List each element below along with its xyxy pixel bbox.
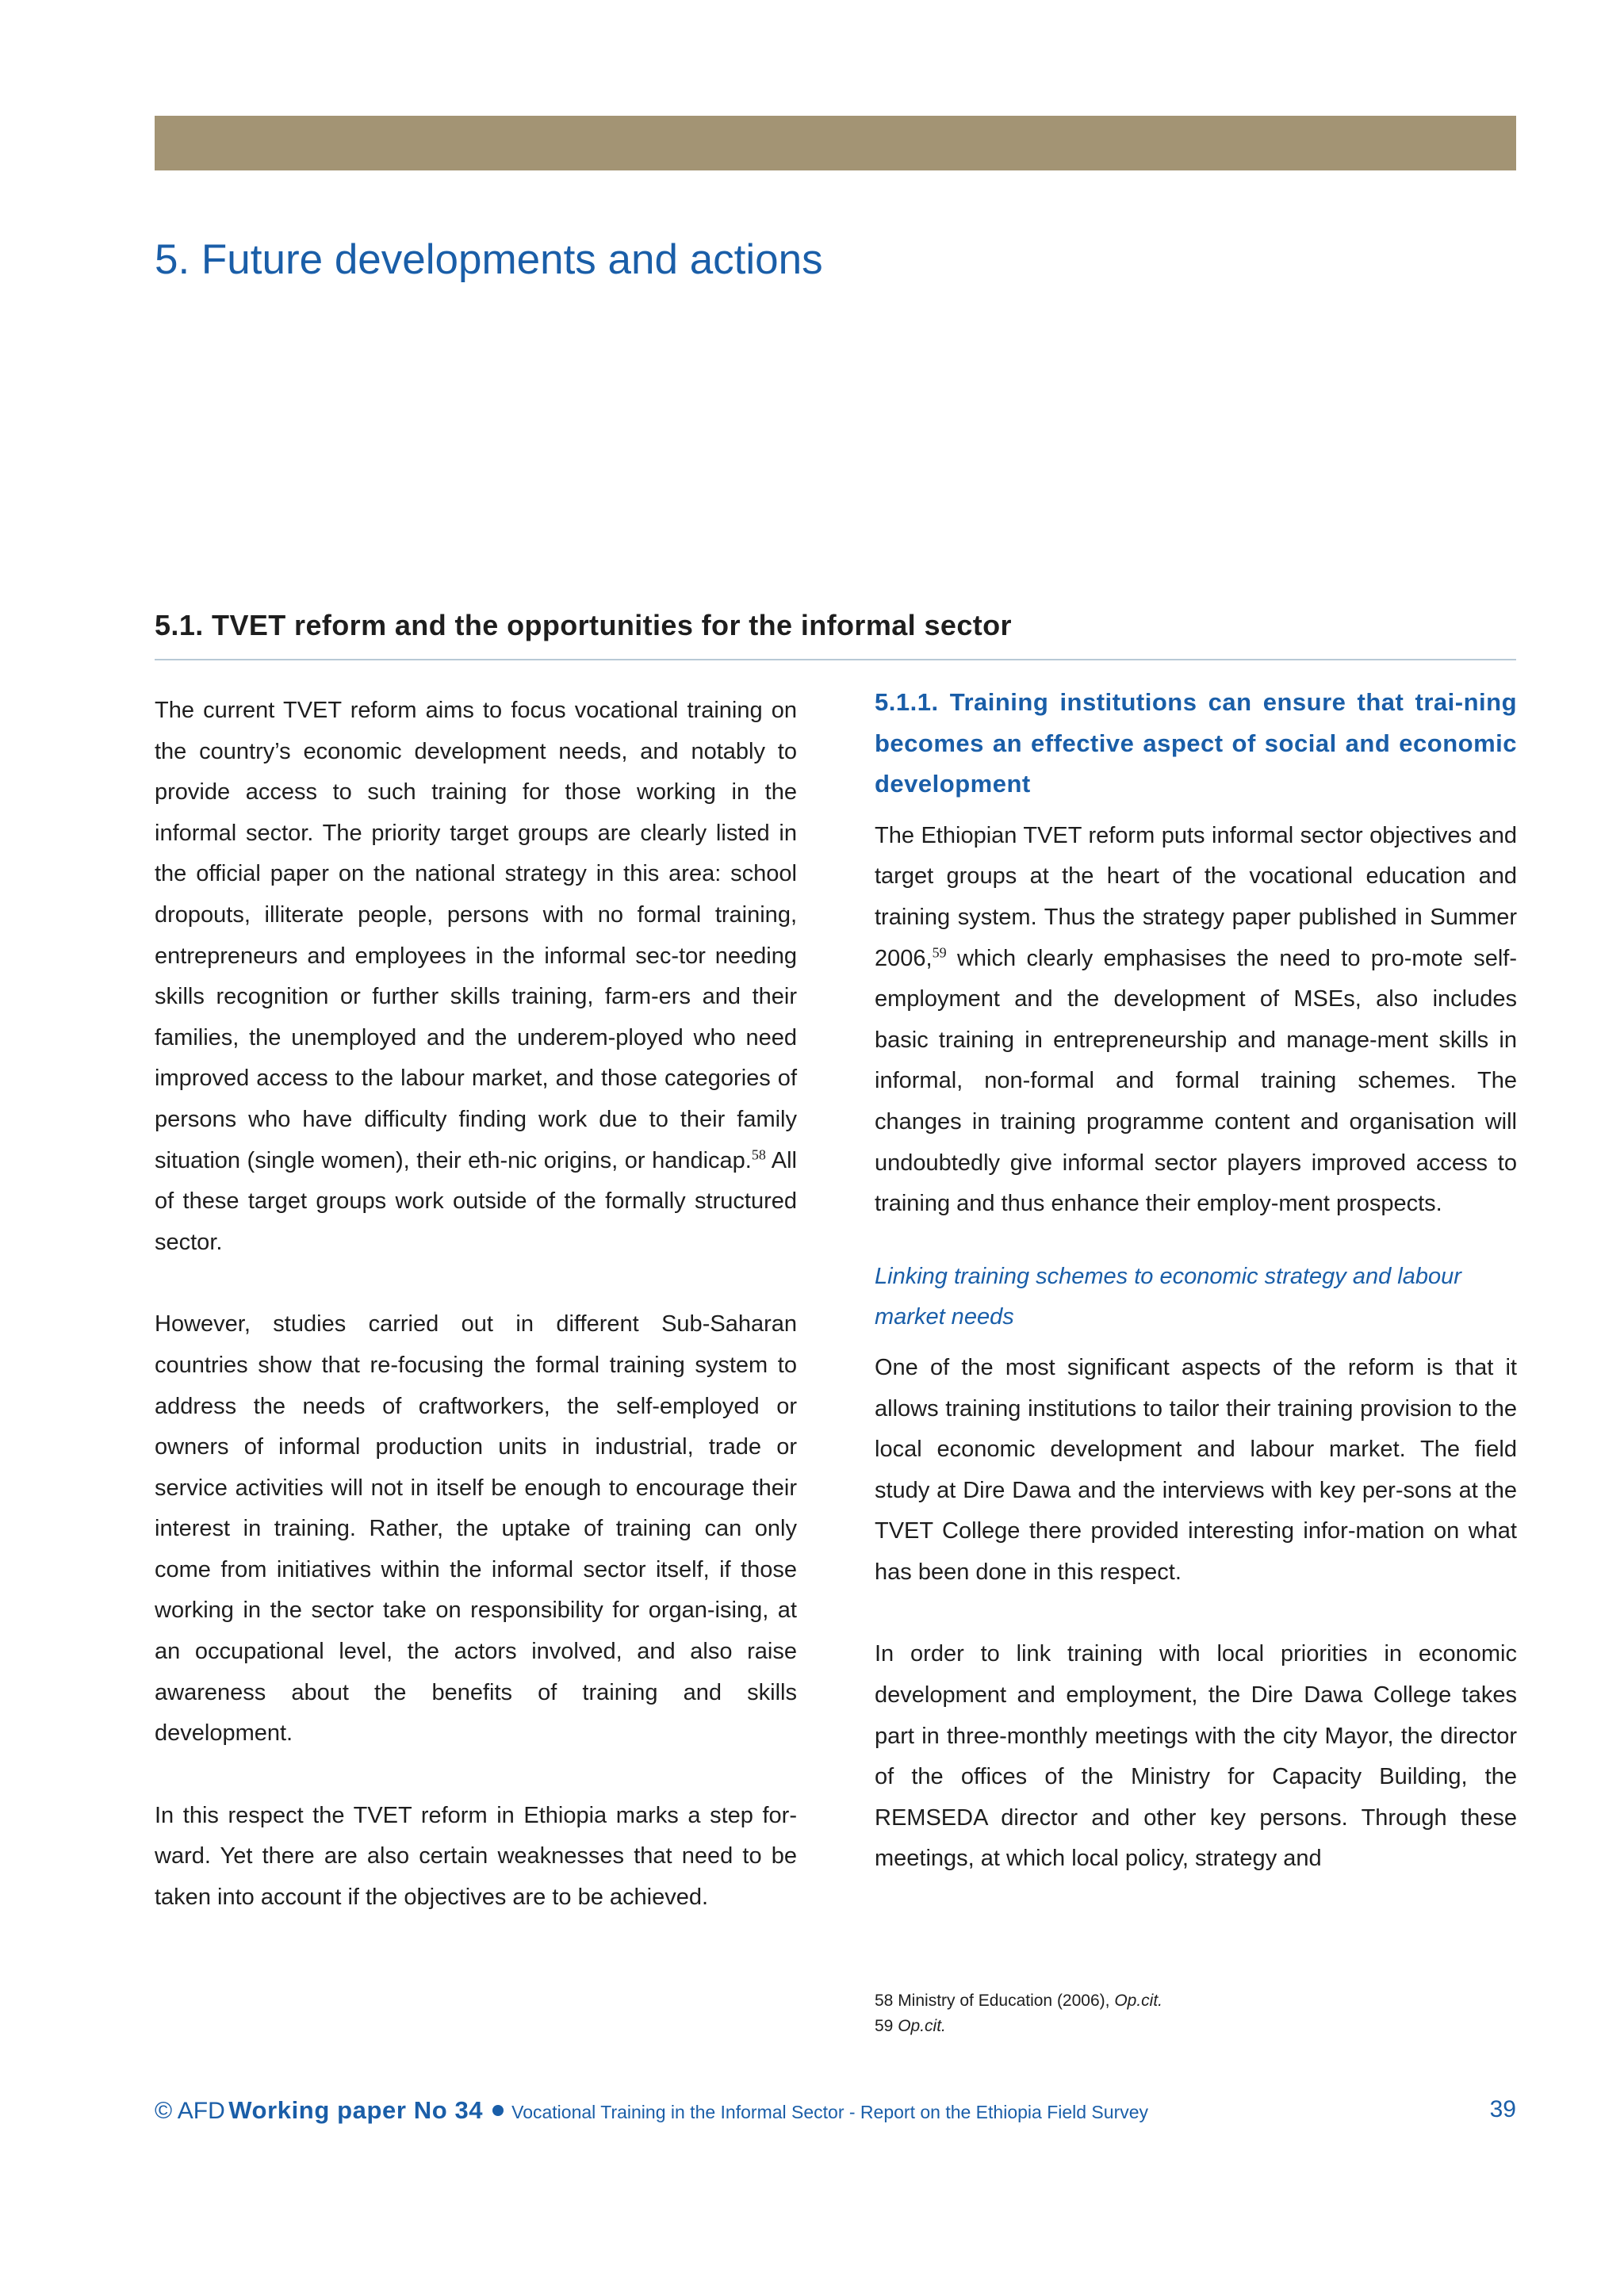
footer-copyright: © AFD bbox=[155, 2098, 225, 2124]
left-paragraph-2: However, studies carried out in different Sub-Saharan countries show that re-focusing the formal training system to address the needs of craftworkers, the self-employed or owners of informal production units in industrial, trade or service activities will not in itself be enough to encourage their interest in training. Rather, the uptake of training can only come from initiatives within the informal sector itself, if those working in the sector take on responsibility for organ-ising, at an occupational level, the actors involved, and also raise awareness about the benefits of training and skills development. bbox=[155, 1311, 797, 1747]
footnote-58: 58 Ministry of Education (2006), Op.cit. bbox=[875, 1992, 1163, 2010]
footnote-59: 59 Op.cit. bbox=[875, 2017, 946, 2035]
chapter-title: 5. Future developments and actions bbox=[155, 236, 823, 283]
page-number: 39 bbox=[1489, 2096, 1516, 2122]
subsection-title: 5.1.1. Training institutions can ensure that trai-ning becomes an effective aspect of social and economic development bbox=[875, 688, 1517, 798]
section-divider bbox=[155, 659, 1516, 660]
section-title: 5.1. TVET reform and the opportunities for the informal sector bbox=[155, 609, 1012, 641]
footer-bullet-icon bbox=[492, 2105, 504, 2116]
footnote-ref-58[interactable]: 58 bbox=[751, 1146, 766, 1162]
footnotes bbox=[875, 1988, 1162, 2039]
left-paragraph-1: The current TVET reform aims to focus vocational training on the country’s economic development needs, and notably to provide access to such training for those working in the informal sector. The priority target groups are clearly listed in the official paper on the national strategy in this area: school dropouts, illiterate people, persons with no formal training, entrepreneurs and employees in the informal sec-tor needing skills recognition or further skills training, farm-ers and their families, the unemployed and the underem-ployed who need improved access to the labour market, and those categories of persons who have difficulty finding work due to their family situation (single women), their eth-nic origins, or handicap.$^{58}$ All of these target groups work outside of the formally structured sector. bbox=[155, 698, 797, 1255]
right-paragraph-1: The Ethiopian TVET reform puts informal sector objectives and target groups at the heart of the vocational education and training system. Thus the strategy paper published in Summer 2006,59 which clearly emphasises the need to pro-mote self-employment and the development of MSEs, also includes basic training in entrepreneurship and manage-ment skills in informal, non-formal and formal training schemes. The changes in training programme content and organisation will undoubtedly give informal sector players improved access to training and thus enhance their employ-ment prospects. bbox=[875, 822, 1517, 1217]
footer-subtitle: Vocational Training in the Informal Sector - Report on the Ethiopia Field Survey bbox=[511, 2102, 1149, 2122]
page-footer bbox=[155, 2096, 1516, 2131]
footer-series: Working paper No 34 bbox=[228, 2096, 484, 2124]
header-color-band bbox=[155, 116, 1516, 170]
italic-subheading: Linking training schemes to economic strategy and labour market needs bbox=[875, 1263, 1461, 1330]
left-column bbox=[155, 691, 797, 1960]
right-column bbox=[875, 682, 1517, 1921]
right-paragraph-3: In order to link training with local priorities in economic development and employment, the Dire Dawa College takes part in three-monthly meetings with the city Mayor, the director of the offices of the Ministry for Capacity Building, the REMSEDA director and other key persons. Through these meetings, at which local policy, strategy and bbox=[875, 1641, 1517, 1872]
right-paragraph-2: One of the most significant aspects of the reform is that it allows training institutions to tailor their training provision to the local economic development and labour market. The field study at Dire Dawa and the interviews with key per-sons at the TVET College there provided interesting infor-mation on what has been done in this respect. bbox=[875, 1354, 1517, 1585]
left-paragraph-3: In this respect the TVET reform in Ethiopia marks a step for-ward. Yet there are also certain weaknesses that need to be taken into account if the objectives are to be achieved. bbox=[155, 1802, 797, 1911]
footnote-ref-59[interactable]: 59 bbox=[932, 943, 947, 960]
